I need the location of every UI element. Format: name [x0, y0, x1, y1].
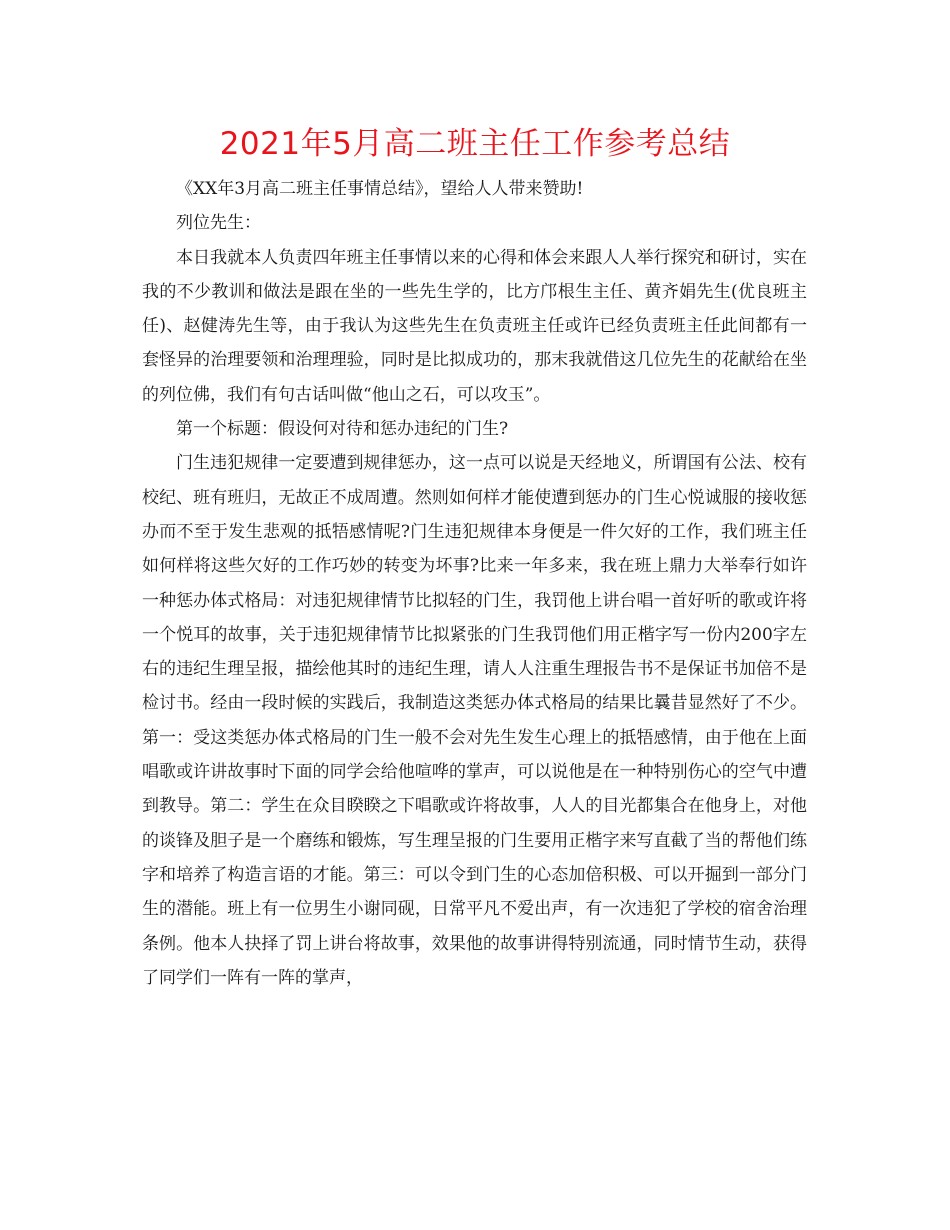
document-title: 2021年5月高二班主任工作参考总结 — [219, 126, 731, 162]
paragraph-salutation: 列位先生： — [176, 213, 261, 234]
paragraph-section-1: 门生违犯规律一定要遭到规律惩办，这一点可以说是天经地义，所谓国有公法、校有校纪、班有班归，无故正不成周遭。然则如何样才能使遭到惩办的门生心悦诚服的接收惩办而不至于发生悲观的抵牾感情呢?门生违犯规律本身便是一件欠好的工作，我们班主任如何样将这些欠好的工作巧妙的转变为坏事?比来一年多来，我在班上鼎力大举奉行如许一种惩办体式格局：对违犯规律情节比拟轻的门生，我罚他上讲台唱一首好听的歌或许将一个悦耳的故事，关于违犯规律情节比拟紧张的门生我罚他们用正楷字写一份内200字左右的违纪生理呈报，描绘他其时的违纪生理，请人人注重生理报告书不是保证书加倍不是检讨书。经由一段时候的实践后，我制造这类惩办体式格局的结果比曩昔显然好了不少。第一：受这类惩办体式格局的门生一般不会对先生发生心理上的抵牾感情，由于他在上面唱歌或许讲故事时下面的同学会给他喧哗的掌声，可以说他是在一种特别伤心的空气中遭到教导。第二：学生在众目睽睽之下唱歌或许将故事，人人的目光都集合在他身上，对他的谈锋及胆子是一个磨练和锻炼，写生理呈报的门生要用正楷字来写直截了当的帮他们练字和培养了构造言语的才能。第三：可以令到门生的心态加倍积极、可以开掘到一部分门生的潜能。班上有一位男生小谢同砚，日常平凡不爱出声，有一次违犯了学校的宿舍治理条例。他本人抉择了罚上讲台将故事，效果他的故事讲得特别流通，同时情节生动，获得了同学们一阵有一阵的掌声， — [142, 453, 807, 988]
document-body — [142, 172, 807, 995]
section-heading-1: 第一个标题：假设何对待和惩办违纪的门生? — [176, 419, 509, 440]
paragraph-intro: 《XX年3月高二班主任事情总结》，望给人人带来赞助! — [176, 179, 584, 199]
paragraph-opening: 本日我就本人负责四年班主任事情以来的心得和体会来跟人人举行探究和研讨，实在我的不少教训和做法是跟在坐的一些先生学的，比方邝根生主任、黄齐娟先生(优良班主任)、赵健涛先生等，由于我认为这些先生在负责班主任或许已经负责班主任此间都有一套怪异的治理要领和治理理验，同时是比拟成功的，那末我就借这几位先生的花献给在坐的列位佛，我们有句古话叫做“他山之石，可以攻玉”。 — [142, 247, 807, 405]
